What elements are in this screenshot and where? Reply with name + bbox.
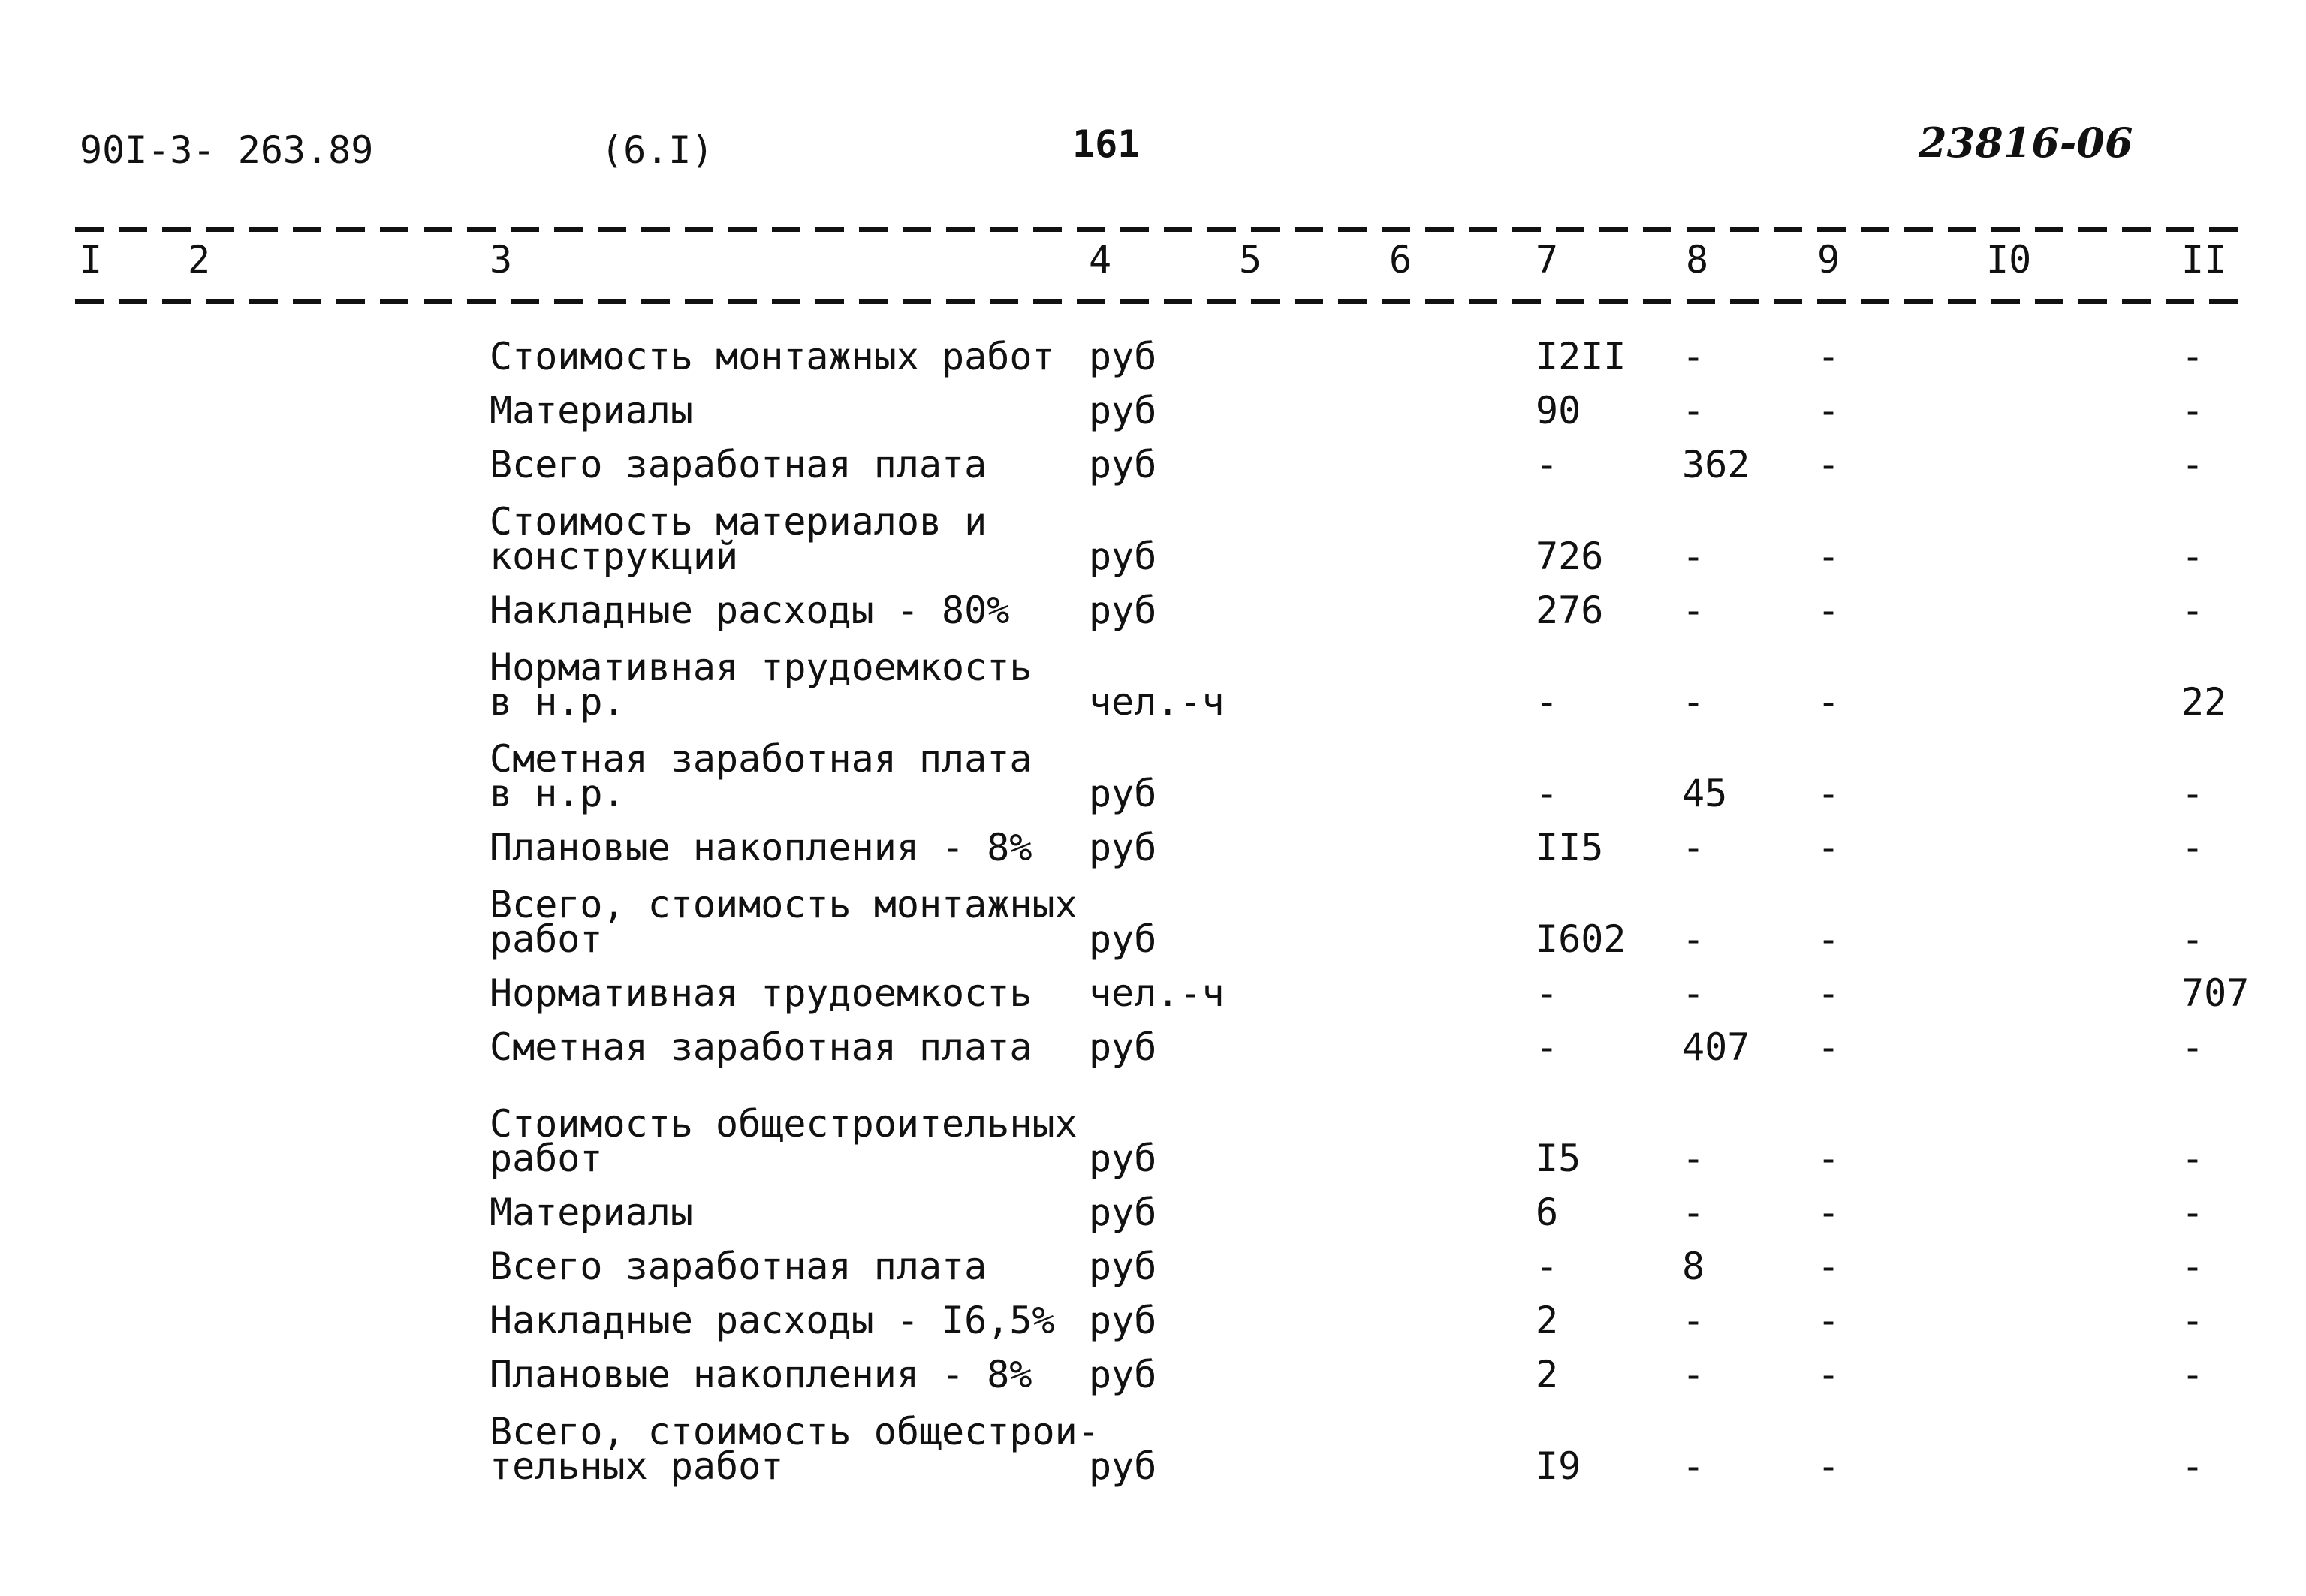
- row-description: тельных работ: [490, 1444, 784, 1488]
- header-top-rule: [75, 227, 2245, 232]
- col11-value: 22: [2181, 680, 2227, 724]
- unit-cell: руб: [1089, 535, 1157, 578]
- col9-value: -: [1817, 1191, 1840, 1234]
- unit-cell: руб: [1089, 1025, 1157, 1069]
- col11-value: 707: [2181, 971, 2250, 1015]
- col7-value: 6: [1536, 1191, 1559, 1234]
- unit-cell: руб: [1089, 1353, 1157, 1396]
- section-number: (6.I): [601, 128, 714, 172]
- col8-value: -: [1682, 826, 1705, 869]
- column-number-8: 8: [1686, 238, 1709, 282]
- col9-value: -: [1817, 389, 1840, 432]
- col11-value: -: [2181, 1245, 2205, 1288]
- row-description: Сметная заработная плата: [490, 737, 1032, 781]
- row-description: Нормативная трудоемкость: [490, 971, 1032, 1015]
- unit-cell: руб: [1089, 335, 1157, 378]
- unit-cell: чел.-ч: [1089, 971, 1225, 1015]
- col9-value: -: [1817, 1444, 1840, 1488]
- col7-value: 2: [1536, 1299, 1559, 1342]
- col9-value: -: [1817, 1137, 1840, 1180]
- row-description: Плановые накопления - 8%: [490, 1353, 1032, 1396]
- col7-value: 2: [1536, 1353, 1559, 1396]
- row-description: Накладные расходы - 80%: [490, 589, 1010, 632]
- column-number-1: I: [80, 238, 103, 282]
- col7-value: -: [1536, 1245, 1559, 1288]
- col11-value: -: [2181, 1137, 2205, 1180]
- col7-value: II5: [1536, 826, 1604, 869]
- col8-value: -: [1682, 1444, 1705, 1488]
- unit-cell: руб: [1089, 1444, 1157, 1488]
- unit-cell: руб: [1089, 1299, 1157, 1342]
- col11-value: -: [2181, 772, 2205, 815]
- column-number-5: 5: [1239, 238, 1262, 282]
- col7-value: I602: [1536, 917, 1626, 961]
- col11-value: -: [2181, 917, 2205, 961]
- column-number-3: 3: [490, 238, 513, 282]
- row-description: в н.р.: [490, 680, 625, 724]
- col8-value: 8: [1682, 1245, 1705, 1288]
- col8-value: -: [1682, 1137, 1705, 1180]
- col8-value: -: [1682, 1353, 1705, 1396]
- row-description: Материалы: [490, 1191, 693, 1234]
- col11-value: -: [2181, 826, 2205, 869]
- col7-value: -: [1536, 443, 1559, 486]
- col9-value: -: [1817, 1025, 1840, 1069]
- page-number: 161: [1072, 122, 1141, 166]
- col7-value: -: [1536, 1025, 1559, 1069]
- col8-value: 407: [1682, 1025, 1750, 1069]
- column-number-7: 7: [1536, 238, 1559, 282]
- row-description: Всего заработная плата: [490, 1245, 987, 1288]
- col11-value: -: [2181, 335, 2205, 378]
- unit-cell: руб: [1089, 917, 1157, 961]
- col11-value: -: [2181, 1353, 2205, 1396]
- col8-value: -: [1682, 335, 1705, 378]
- col9-value: -: [1817, 589, 1840, 632]
- column-number-10: I0: [1986, 238, 2032, 282]
- col8-value: 362: [1682, 443, 1750, 486]
- col9-value: -: [1817, 1245, 1840, 1288]
- column-number-2: 2: [188, 238, 211, 282]
- row-description: Плановые накопления - 8%: [490, 826, 1032, 869]
- col7-value: I2II: [1536, 335, 1626, 378]
- col7-value: 90: [1536, 389, 1581, 432]
- row-description: Материалы: [490, 389, 693, 432]
- row-description: Стоимость общестроительных: [490, 1102, 1078, 1146]
- col8-value: -: [1682, 971, 1705, 1015]
- col7-value: -: [1536, 680, 1559, 724]
- row-description: Всего заработная плата: [490, 443, 987, 486]
- col11-value: -: [2181, 589, 2205, 632]
- row-description: Накладные расходы - I6,5%: [490, 1299, 1055, 1342]
- row-description: Стоимость материалов и: [490, 500, 987, 544]
- col7-value: I5: [1536, 1137, 1581, 1180]
- col7-value: -: [1536, 971, 1559, 1015]
- col7-value: I9: [1536, 1444, 1581, 1488]
- header-bottom-rule: [75, 299, 2245, 304]
- unit-cell: руб: [1089, 826, 1157, 869]
- row-description: конструкций: [490, 535, 739, 578]
- col8-value: -: [1682, 589, 1705, 632]
- unit-cell: руб: [1089, 1191, 1157, 1234]
- unit-cell: руб: [1089, 443, 1157, 486]
- col8-value: 45: [1682, 772, 1728, 815]
- row-description: Всего, стоимость общестрои-: [490, 1410, 1100, 1453]
- col9-value: -: [1817, 1353, 1840, 1396]
- col9-value: -: [1817, 443, 1840, 486]
- row-description: Сметная заработная плата: [490, 1025, 1032, 1069]
- row-description: Нормативная трудоемкость: [490, 646, 1032, 689]
- col11-value: -: [2181, 1444, 2205, 1488]
- col7-value: -: [1536, 772, 1559, 815]
- row-description: работ: [490, 917, 603, 961]
- col11-value: -: [2181, 389, 2205, 432]
- row-description: Стоимость монтажных работ: [490, 335, 1055, 378]
- column-number-6: 6: [1389, 238, 1412, 282]
- col9-value: -: [1817, 680, 1840, 724]
- col11-value: -: [2181, 1025, 2205, 1069]
- col7-value: 276: [1536, 589, 1604, 632]
- unit-cell: руб: [1089, 389, 1157, 432]
- unit-cell: руб: [1089, 1137, 1157, 1180]
- col11-value: -: [2181, 443, 2205, 486]
- col11-value: -: [2181, 535, 2205, 578]
- col9-value: -: [1817, 917, 1840, 961]
- row-description: в н.р.: [490, 772, 625, 815]
- col9-value: -: [1817, 1299, 1840, 1342]
- col8-value: -: [1682, 1191, 1705, 1234]
- column-number-9: 9: [1817, 238, 1840, 282]
- column-number-11: II: [2181, 238, 2227, 282]
- row-description: Всего, стоимость монтажных: [490, 883, 1078, 926]
- unit-cell: руб: [1089, 1245, 1157, 1288]
- row-description: работ: [490, 1137, 603, 1180]
- col11-value: -: [2181, 1299, 2205, 1342]
- col9-value: -: [1817, 826, 1840, 869]
- document-number: 90I-3- 263.89: [80, 128, 374, 172]
- col9-value: -: [1817, 535, 1840, 578]
- col8-value: -: [1682, 535, 1705, 578]
- col8-value: -: [1682, 389, 1705, 432]
- col8-value: -: [1682, 680, 1705, 724]
- col9-value: -: [1817, 971, 1840, 1015]
- col7-value: 726: [1536, 535, 1604, 578]
- col9-value: -: [1817, 772, 1840, 815]
- unit-cell: руб: [1089, 589, 1157, 632]
- col9-value: -: [1817, 335, 1840, 378]
- unit-cell: чел.-ч: [1089, 680, 1225, 724]
- unit-cell: руб: [1089, 772, 1157, 815]
- archive-stamp: 23816-06: [1919, 119, 2133, 167]
- col11-value: -: [2181, 1191, 2205, 1234]
- col8-value: -: [1682, 917, 1705, 961]
- column-number-4: 4: [1089, 238, 1112, 282]
- col8-value: -: [1682, 1299, 1705, 1342]
